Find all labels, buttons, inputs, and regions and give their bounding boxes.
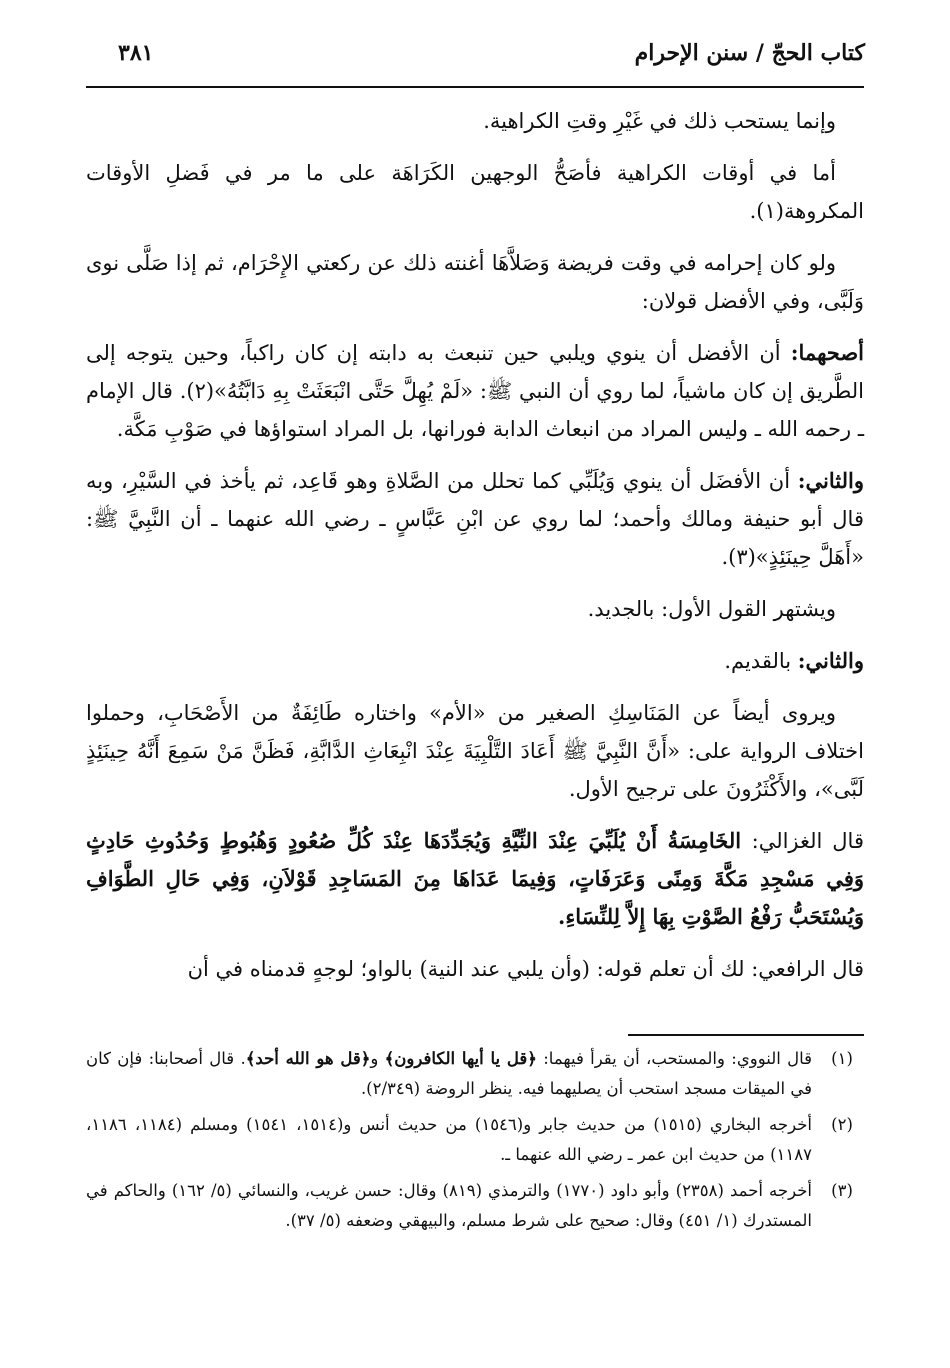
paragraph: قال الغزالي: الخَامِسَةُ أَنْ يُلَبِّيَ عِنْدَ النِّيَّةِ وَيُجَدِّدَهَا عِنْدَ كُلِّ صُعُودٍ وَهُبُوطٍ وَحُدُوثِ حَادِثٍ وَفِي مَسْجِدِ مَكَّةَ وَمِنًى وَعَرَفَاتٍ، وَفِيمَا عَدَاهَا مِنَ المَسَاجِدِ قَوْلاَنِ، وَفِي حَالِ الطَّوَافِ وَيُسْتَحَبُّ رَفْعُ الصَّوْتِ بِهَا إِلاَّ لِلنِّسَاءِ. <box>86 828 864 929</box>
paragraph: والثاني: أن الأفضَل أن ينوي وَيُلَبِّي كما تحلل من الصَّلاةِ وهو قَاعِد، ثم يأخذ في السَّيْرِ، وبه قال أبو حنيفة ومالك وأحمد؛ لما روي عن ابْنِ عَبَّاسٍ ـ رضي الله عنهما ـ أن النَّبِيَّ ﷺ: «أَهَلَّ حِينَئِذٍ»(٣). <box>86 468 864 569</box>
paragraph: ويشتهر القول الأول: بالجديد. <box>587 597 836 621</box>
paragraph: والثاني: بالقديم. <box>724 648 864 673</box>
header-rule <box>86 86 864 88</box>
footnote-number: (٣) <box>831 1181 853 1200</box>
paragraph: ويروى أيضاً عن المَنَاسِكِ الصغير من «الأم» واختاره طَائِفَةٌ من الأَصْحَابِ، وحملوا اختلاف الرواية على: «أَنَّ النَّبِيَّ ﷺ أَعَادَ التَّلْبِيَةَ عِنْدَ انْبِعَاثِ الدَّابَّةِ، فَظَنَّ مَنْ سَمِعَ أَنَّهُ حِينَئِذٍ لَبَّى»، والأَكْثَرُونَ على ترجيح الأول. <box>86 701 864 801</box>
paragraph: أصحهما: أن الأفضل أن ينوي ويلبي حين تنبعث به دابته إن كان راكباً، وحين يتوجه إلى الطَّريق إن كان ماشياً، لما روي أن النبي ﷺ: «لَمْ يُهِلَّ حَتَّى انْبَعَثَتْ بِهِ دَابَّتُهُ»(٢). قال الإمام ـ رحمه الله ـ وليس المراد من انبعاث الدابة فورانها، بل المراد استواؤها في صَوْبِ مَكَّة. <box>86 340 865 441</box>
footnote: (٣) أخرجه أحمد (٢٣٥٨) وأبو داود (١٧٧٠) والترمذي (٨١٩) وقال: حسن غريب، والنسائي (٥/ ١٦٢) والحاكم في المستدرك (١/ ٤٥١) وقال: صحيح على شرط مسلم، والبيهقي وضعفه (٥/ ٣٧). <box>86 1176 864 1236</box>
paragraph: ولو كان إحرامه في وقت فريضة وَصَلاَّهَا أغنته ذلك عن ركعتي الإِحْرَام، ثم إذا صَلَّى نوى وَلَبَّى، وفي الأفضل قولان: <box>86 251 864 313</box>
footnote-number: (١) <box>831 1049 853 1068</box>
paragraph: وإنما يستحب ذلك في غَيْرِ وقتِ الكراهية. <box>483 109 836 133</box>
footnote-rule <box>628 1034 864 1036</box>
paragraph: قال الرافعي: لك أن تعلم قوله: (وأن يلبي عند النية) بالواو؛ لوجهٍ قدمناه في أن <box>187 957 864 981</box>
footnote-number: (٢) <box>831 1115 853 1134</box>
paragraph: أما في أوقات الكراهية فأصَحُّ الوجهين الكَرَاهَة على ما مر في فَضلِ الأوقات المكروهة(١). <box>86 161 864 223</box>
footnote: (١) قال النووي: والمستحب، أن يقرأ فيهما: ﴿قل يا أيها الكافرون﴾ و﴿قل هو الله أحد﴾. قال أصحابنا: فإن كان في الميقات مسجد استحب أن يصليهما فيه. ينظر الروضة (٢/٣٤٩). <box>86 1044 864 1104</box>
footnotes <box>86 1044 864 1242</box>
page-number: ٣٨١ <box>118 40 154 66</box>
running-title: كتاب الحجّ / سنن الإحرام <box>634 40 865 66</box>
main-text <box>86 102 864 1002</box>
footnote: (٢) أخرجه البخاري (١٥١٥) من حديث جابر و(١٥٤٦) من حديث أنس و(١٥١٤، ١٥٤١) ومسلم (١١٨٤، ١١٨٦، ١١٨٧) من حديث ابن عمر ـ رضي الله عنهما ـ. <box>86 1110 864 1170</box>
running-header <box>118 40 865 80</box>
